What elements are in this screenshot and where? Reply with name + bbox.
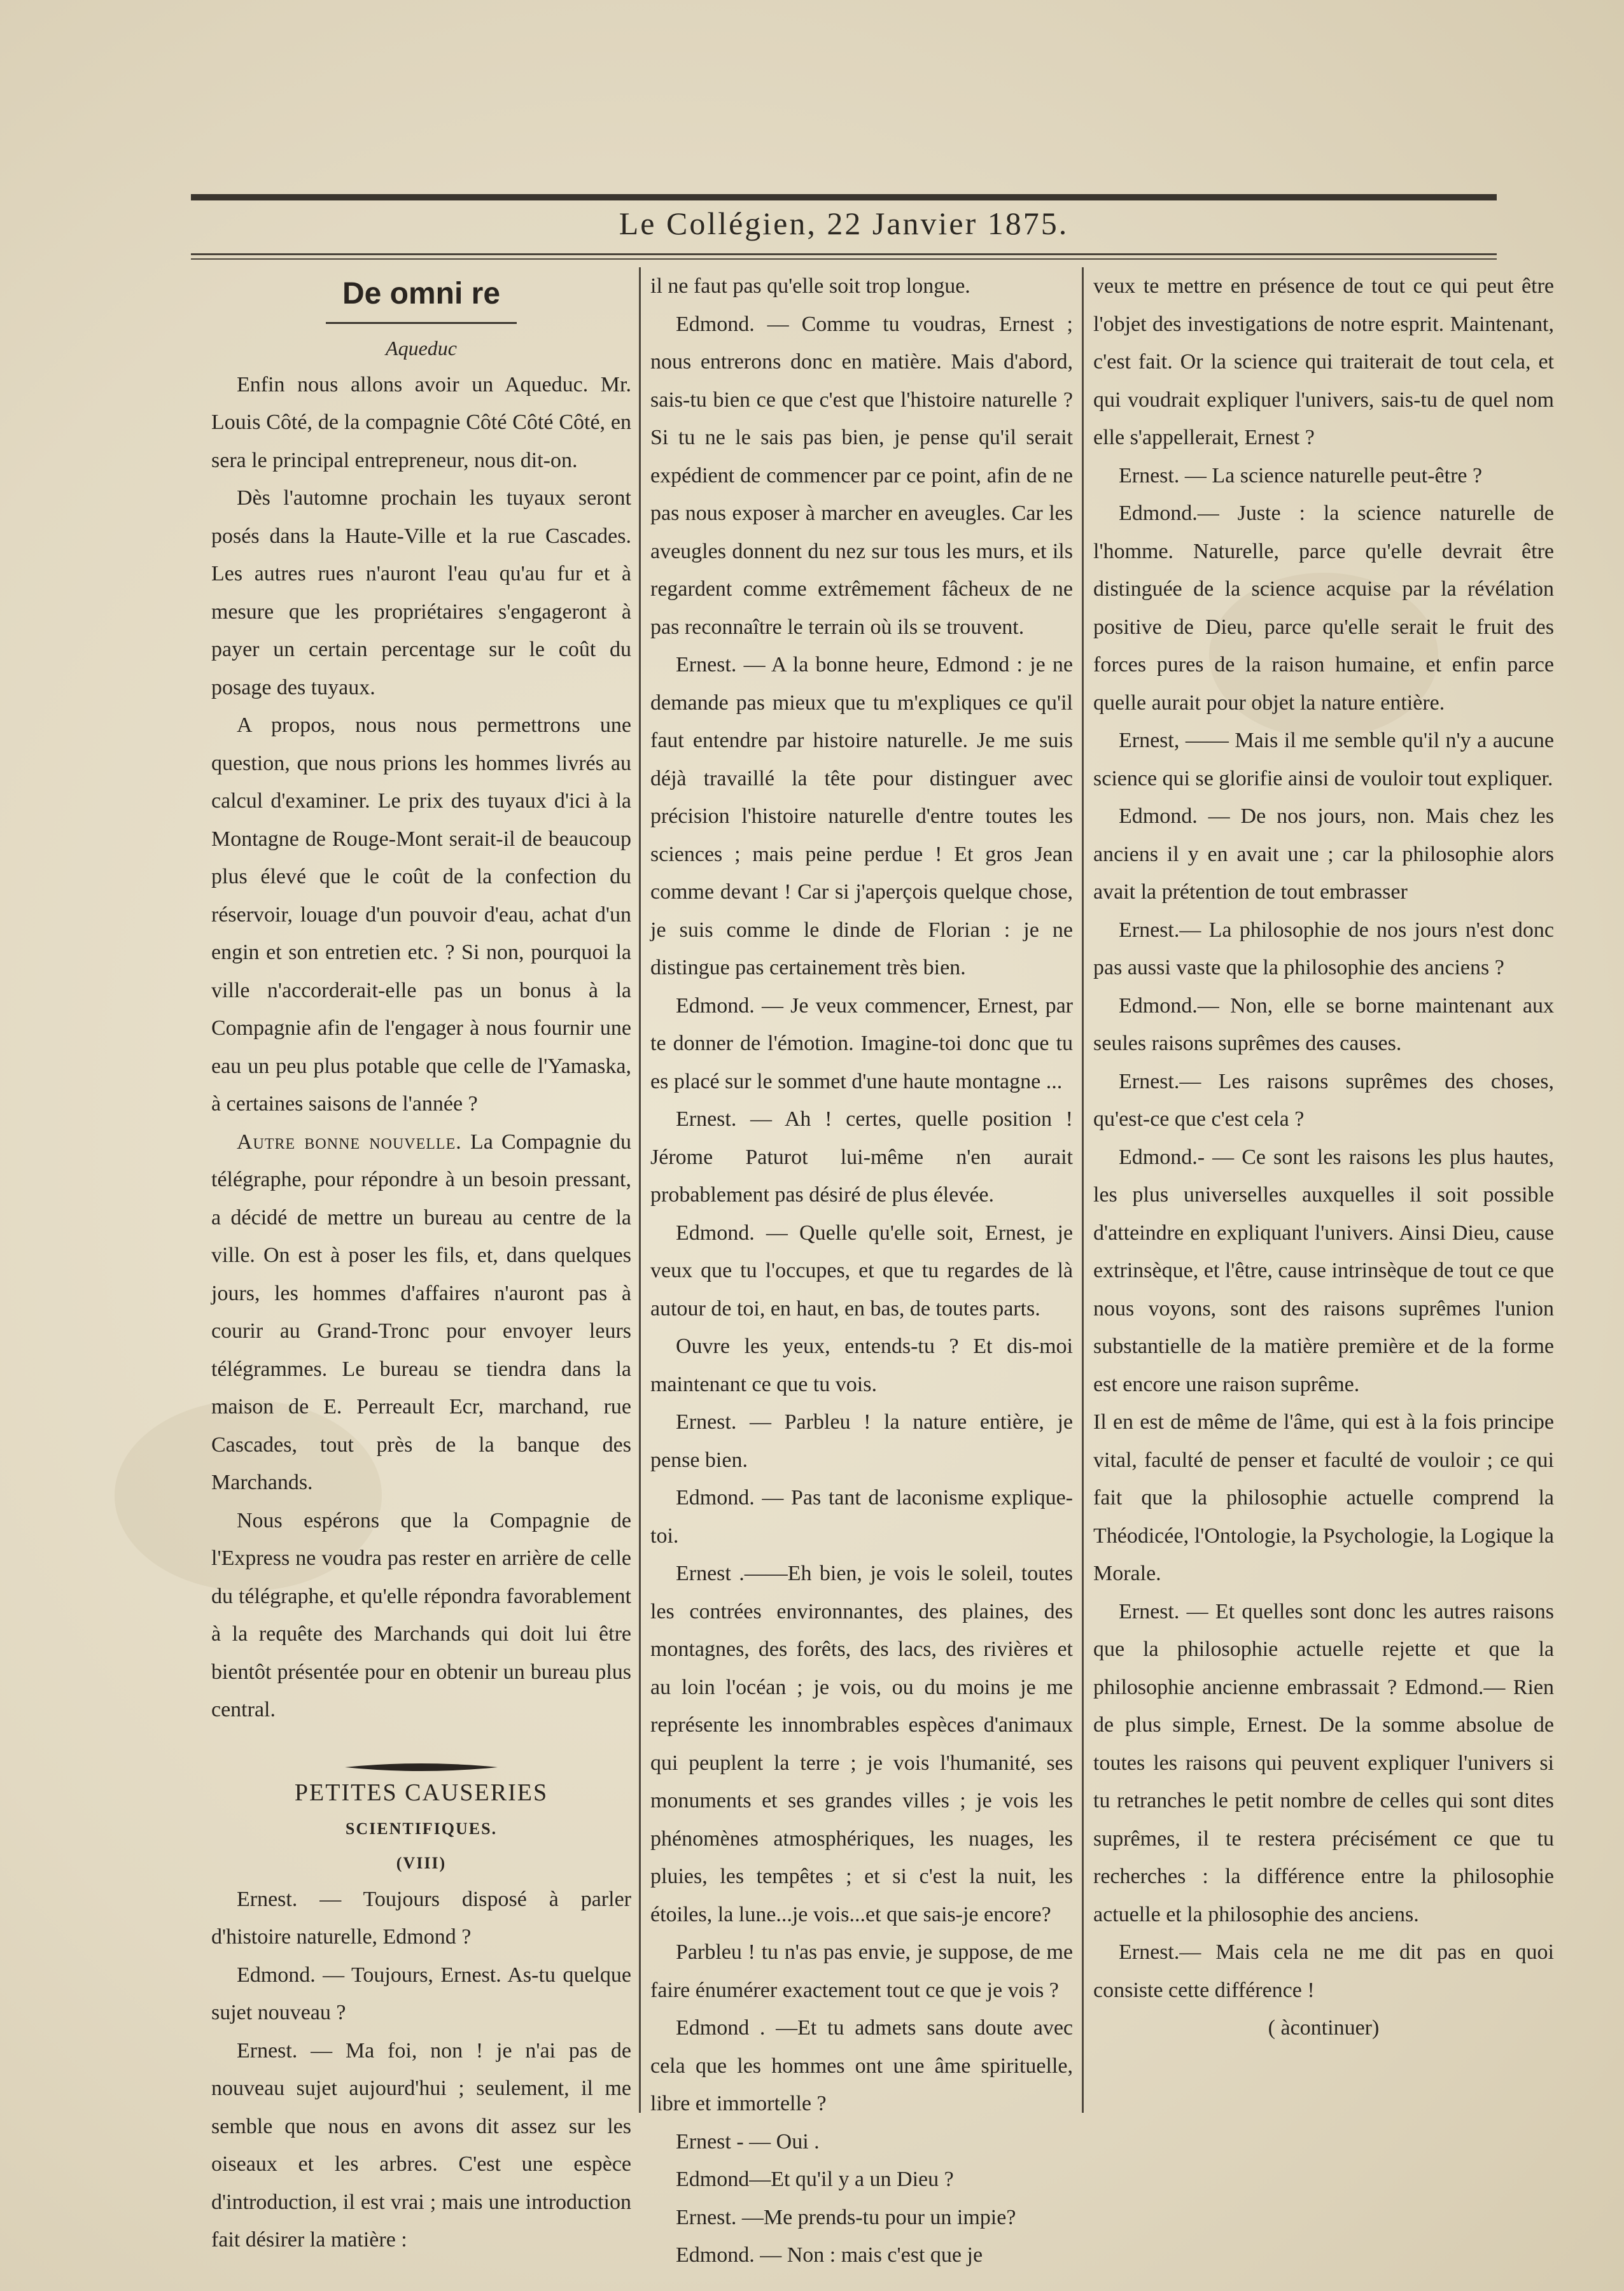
paragraph: Ernest. — Parbleu ! la nature entière, je pense bien. <box>650 1410 1073 1472</box>
masthead: Le Collégien, 22 Janvier 1875. <box>619 206 1069 241</box>
column-rule <box>1082 267 1084 2113</box>
paragraph: Edmond. — Quelle qu'elle soit, Ernest, je veux que tu l'occupes, et que tu regardes de là autour de toi, en haut, en bas, de toutes parts. <box>650 1221 1073 1321</box>
paragraph: Ernest - — Oui . <box>676 2129 820 2154</box>
news-text: La Compagnie du télégraphe, pour répondre à un besoin pressant, a décidé de mettre un bureau au centre de la ville. On est à poser les fils, et, dans quelques jours, les hommes d'affaires n'auront pas à courir au Grand-Tronc pour envoyer leurs télégrammes. Le bureau se tiendra dans la maison de E. Perreault Ecr, marchand, rue Cascades, tout près de la banque des Marchands. <box>211 1130 631 1494</box>
paragraph: il ne faut pas qu'elle soit trop longue. <box>650 274 970 298</box>
ornament-icon <box>345 1761 498 1774</box>
paragraph: Edmond. — Je veux commencer, Ernest, par te donner de l'émotion. Imagine-toi donc que tu es placé sur le sommet d'une haute montagne ... <box>650 993 1073 1093</box>
ornament-divider <box>211 1748 631 1761</box>
paragraph: Edmond. — De nos jours, non. Mais chez les anciens il y en avait une ; car la philosophie alors avait la prétention de tout embrasser <box>1093 804 1554 904</box>
continued-note: ( àcontinuer) <box>1268 2016 1380 2040</box>
paragraph: Dès l'automne prochain les tuyaux seront posés dans la Haute-Ville et la rue Cascades. Les autres rues n'auront l'eau qu'au fur et à mesure que les propriétaires s'engageront à payer un certain percentage sur le coût du posage des tuyaux. <box>211 486 631 699</box>
section-number: (VIII) <box>396 1853 447 1872</box>
paragraph <box>211 1123 631 1502</box>
paragraph: veux te mettre en présence de tout ce qui peut être l'objet des investigations de notre esprit. Maintenant, c'est fait. Or la science qui traiterait de tout cela, et qui voudrait expliquer l'univers, sais-tu de quel nom elle s'appellerait, Ernest ? <box>1093 274 1554 449</box>
paragraph: Ouvre les yeux, entends-tu ? Et dis-moi maintenant ce que tu vois. <box>650 1335 1073 1396</box>
paragraph: Edmond.— Juste : la science naturelle de l'homme. Naturelle, parce qu'elle devrait être distinguée de la science acquise par la révélation positive de Dieu, parce qu'elle serait le fruit des forces pures de la raison humaine, et enfin parce quelle aurait pour objet la nature entière. <box>1093 501 1554 715</box>
dialogue-line: Ernest. — Toujours disposé à parler d'histoire naturelle, Edmond ? <box>211 1887 631 1949</box>
column-rule <box>639 267 641 2113</box>
masthead-rule <box>191 253 1497 255</box>
paragraph: Ernest, —— Mais il me semble qu'il n'y a aucune science qui se glorifie ainsi de vouloir tout expliquer. <box>1093 729 1554 790</box>
paragraph: Edmond. — Pas tant de laconisme explique-toi. <box>650 1486 1073 1548</box>
paragraph: A propos, nous nous permettrons une question, que nous prions les hommes livrés au calcul d'examiner. Le prix des tuyaux d'ici à la Montagne de Rouge-Mont serait-il de beaucoup plus élevé que le coût de la confection du réservoir, louage d'un pouvoir d'eau, achat d'un engin et son entretien etc. ? Si non, pourquoi la ville n'accorderait-elle pas un bonus à la Compagnie afin de l'engager à nous fournir une eau un peu plus potable que celle de l'Yamaska, à certaines saisons de l'année ? <box>211 713 631 1116</box>
paragraph: Edmond.- — Ce sont les raisons les plus hautes, les plus universelles auxquelles il soit possible d'atteindre en expliquant l'univers. Ainsi Dieu, cause extrinsèque, et l'être, cause intrinsèque de tout ce que nous voyons, sont des raisons suprêmes l'union substantielle de la matière première et de la forme est encore une raison suprême. <box>1093 1145 1554 1396</box>
paragraph: Ernest .——Eh bien, je vois le soleil, toutes les contrées environnantes, des plaines, des montagnes, des forêts, des lacs, des rivières et au loin l'océan ; je vois, ou du moins je me représente les innombrables espèces d'animaux qui peuplent la terre ; je vois l'humanité, ses monuments et ses grandes villes ; je vois les phénomènes atmosphériques, les nuages, les pluies, les tempêtes ; et si c'est la nuit, les étoiles, la lune...je vois...et que sais-je encore? <box>650 1562 1073 1926</box>
dialogue-line: Edmond. — Toujours, Ernest. As-tu quelque sujet nouveau ? <box>211 1963 631 2024</box>
paragraph: Edmond. — Comme tu voudras, Ernest ; nous entrerons donc en matière. Mais d'abord, sais-tu bien ce que c'est que l'histoire naturelle ? Si tu ne le sais pas bien, je pense qu'il serait expédient de commencer par ce point, afin de ne pas nous exposer à marcher en aveugles. Car les aveugles donnent du nez sur tous les murs, et ils regardent comme extrêmement fâcheux de ne pas reconnaître le terrain où ils se trouvent. <box>650 312 1073 639</box>
section-title: PETITES CAUSERIES <box>294 1779 549 1806</box>
paragraph: Edmond.— Non, elle se borne maintenant aux seules raisons suprêmes des causes. <box>1093 993 1554 1055</box>
paragraph: Edmond—Et qu'il y a un Dieu ? <box>676 2168 954 2191</box>
column-1 <box>211 267 631 2259</box>
paragraph: Parbleu ! tu n'as pas envie, je suppose, de me faire énumérer exactement tout ce que je vois ? <box>650 1940 1073 2002</box>
paragraph: Ernest.— Les raisons suprêmes des choses, qu'est-ce que c'est cela ? <box>1093 1069 1554 1131</box>
top-rule <box>191 194 1497 200</box>
paragraph: Edmond . —Et tu admets sans doute avec cela que les hommes ont une âme spirituelle, libre et immortelle ? <box>650 2016 1073 2115</box>
paragraph: Ernest. — Et quelles sont donc les autres raisons que la philosophie actuelle rejette et que la philosophie ancienne embrassait ? Edmond.— Rien de plus simple, Ernest. De la somme absolue de toutes les raisons qui peuvent expliquer l'univers si tu retranches le petit nombre de celles qui sont dites suprêmes, il te restera précisément ce que tu recherches : la différence entre la philosophie actuelle et la philosophie des anciens. <box>1093 1599 1554 1926</box>
article-headline: De omni re <box>342 277 501 311</box>
paragraph: Ernest.— Mais cela ne me dit pas en quoi consiste cette différence ! <box>1093 1940 1554 2002</box>
paragraph: Nous espérons que la Compagnie de l'Express ne voudra pas rester en arrière de celle du télégraphe, et qu'elle répondra favorablement à la requête des Marchands qui doit lui être bientôt présentée pour en obtenir un bureau plus central. <box>211 1508 631 1721</box>
paragraph: Il en est de même de l'âme, qui est à la fois principe vital, faculté de penser et faculté de vouloir ; ce qui fait que la philosophie actuelle comprend la Théodicée, l'Ontologie, la Psychologie, la Logique la Morale. <box>1093 1410 1554 1585</box>
news-label: Autre bonne nouvelle. <box>237 1130 462 1154</box>
column-2 <box>650 267 1073 2274</box>
paragraph: Ernest. — A la bonne heure, Edmond : je ne demande pas mieux que tu m'expliques ce qu'il faut entendre par histoire naturelle. Je me suis déjà travaillé la tête pour distinguer avec précision l'histoire naturelle d'entre toutes les sciences ; mais peine perdue ! Et gros Jean comme devant ! Car si j'aperçois quelque chose, je suis comme le dinde de Florian : je ne distingue pas certainement très bien. <box>650 653 1073 979</box>
paragraph: Edmond. — Non : mais c'est que je <box>676 2243 983 2267</box>
paragraph: Ernest. —Me prends-tu pour un impie? <box>676 2205 1016 2229</box>
headline-rule <box>326 322 517 324</box>
paragraph: Enfin nous allons avoir un Aqueduc. Mr. Louis Côté, de la compagnie Côté Côté Côté, en sera le principal entrepreneur, nous dit-on. <box>211 372 631 472</box>
masthead-rule-2 <box>191 258 1497 260</box>
article-subhead: Aqueduc <box>386 336 457 360</box>
paragraph: Ernest. — La science naturelle peut-être ? <box>1119 463 1483 487</box>
dialogue-line: Ernest. — Ma foi, non ! je n'ai pas de nouveau sujet aujourd'hui ; seulement, il me semble que nous en avons dit assez sur les oiseaux et les arbres. C'est une espèce d'introduction, il est vrai ; mais une introduction fait désirer la matière : <box>211 2038 631 2252</box>
column-3 <box>1093 267 1554 2047</box>
paragraph: Ernest. — Ah ! certes, quelle position ! Jérome Paturot lui-même n'en aurait probablement pas désiré de plus élevée. <box>650 1107 1073 1207</box>
paragraph: Ernest.— La philosophie de nos jours n'est donc pas aussi vaste que la philosophie des anciens ? <box>1093 918 1554 979</box>
section-subtitle: SCIENTIFIQUES. <box>345 1819 498 1838</box>
